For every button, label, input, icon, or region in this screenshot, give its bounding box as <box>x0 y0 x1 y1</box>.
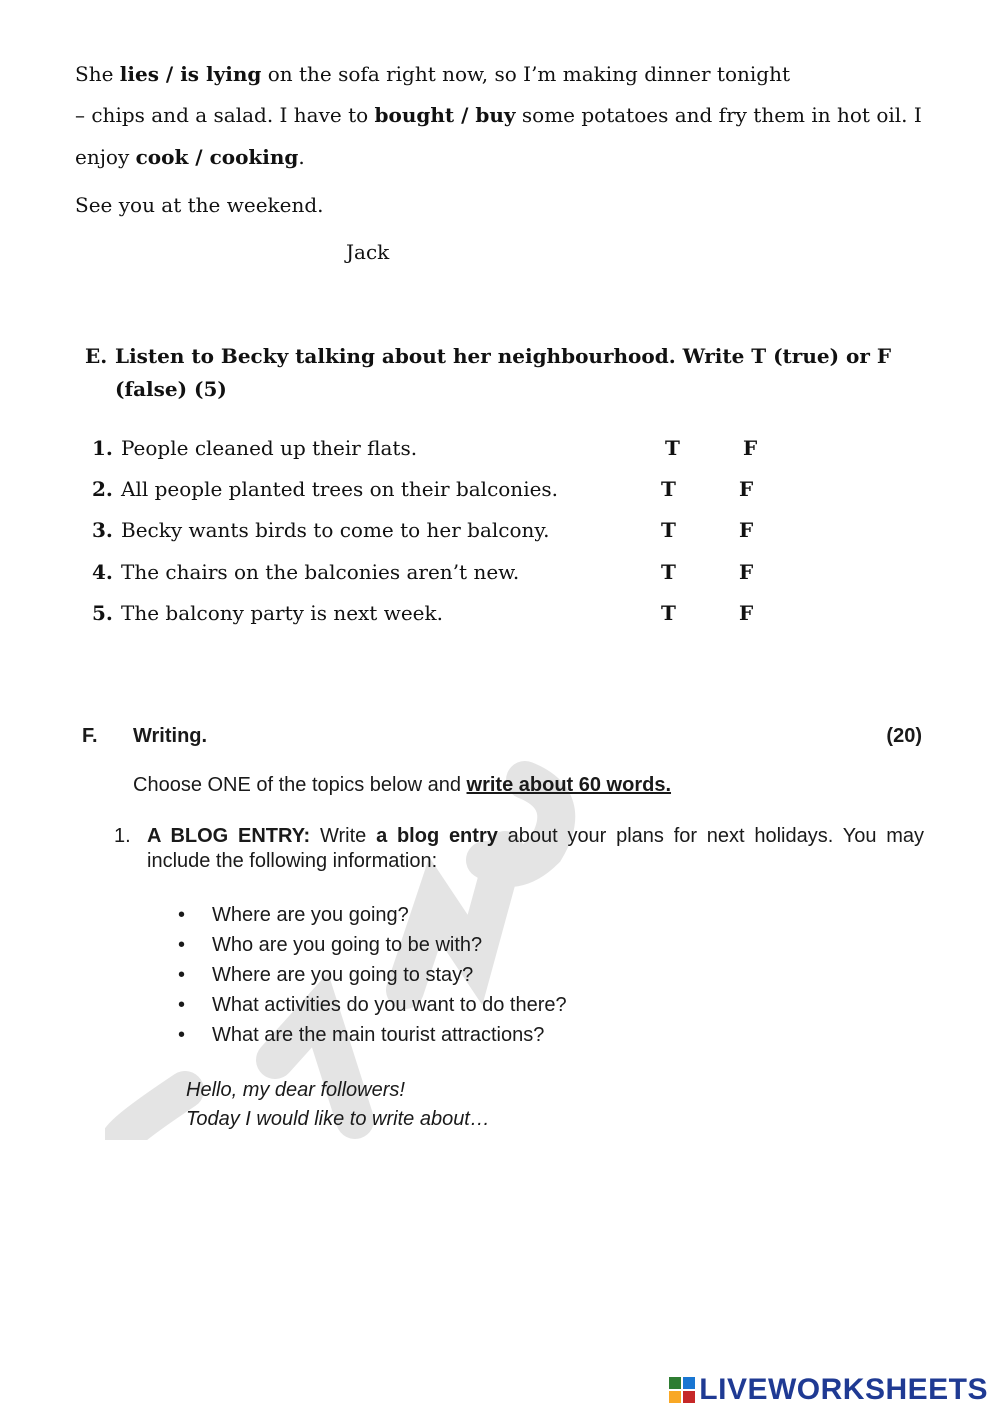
true-option[interactable]: T <box>661 601 676 625</box>
topic-bullet-list <box>178 900 567 1050</box>
tf-row-statement: Becky wants birds to come to her balcony. <box>121 518 550 542</box>
list-item <box>178 900 567 930</box>
tf-row-statement: The balcony party is next week. <box>121 601 443 625</box>
true-option[interactable]: T <box>661 518 676 542</box>
letter-closing: See you at the weekend. <box>75 193 324 217</box>
letter-line-3-pre: enjoy <box>75 145 136 169</box>
letter-line-1-pre: She <box>75 62 120 86</box>
topic-emphasis: a blog entry <box>376 825 498 847</box>
bullet-text: Who are you going to be with? <box>212 934 483 956</box>
letter-line-3-post: . <box>298 145 305 169</box>
topic-text-mid: Write <box>310 825 377 847</box>
section-f-instruction <box>133 774 671 797</box>
false-option[interactable]: F <box>739 518 754 542</box>
list-item <box>178 990 567 1020</box>
tf-row-number: 5. <box>92 601 113 625</box>
instruction-emphasis: write about 60 words. <box>466 774 672 796</box>
false-option[interactable]: F <box>739 477 754 501</box>
bullet-icon: • <box>178 934 186 956</box>
section-f-letter: F. <box>82 725 98 747</box>
bullet-text: What are the main tourist attractions? <box>212 1024 545 1046</box>
logo-wordmark: LIVEWORKSHEETS <box>699 1373 988 1406</box>
topic-number: 1. <box>114 825 131 847</box>
section-e-letter: E. <box>85 344 108 368</box>
bullet-icon: • <box>178 904 186 926</box>
letter-line-1 <box>75 62 790 86</box>
choice-lies-is-lying: lies / is lying <box>119 62 262 86</box>
topic-text-rest: about your plans for next holidays. You may include the following information: <box>147 825 924 872</box>
tf-row-statement: The chairs on the balconies aren’t new. <box>121 560 520 584</box>
tf-row-number: 3. <box>92 518 113 542</box>
tf-row-2 <box>92 477 792 507</box>
letter-line-2 <box>75 103 922 127</box>
logo-block <box>669 1391 681 1403</box>
logo-block <box>683 1391 695 1403</box>
choice-cook-cooking: cook / cooking <box>135 145 299 169</box>
logo-blocks-icon <box>669 1377 695 1403</box>
list-item <box>178 1020 567 1050</box>
greeting-line-1: Hello, my dear followers! <box>186 1079 405 1101</box>
bullet-icon: • <box>178 994 186 1016</box>
section-f-heading <box>82 725 922 755</box>
tf-row-number: 4. <box>92 560 113 584</box>
liveworksheets-logo[interactable] <box>669 1372 988 1408</box>
list-item <box>178 930 567 960</box>
letter-line-2-post: some potatoes and fry them in hot oil. I <box>515 103 922 127</box>
true-option[interactable]: T <box>661 477 676 501</box>
topic-body <box>147 824 924 874</box>
true-option[interactable]: T <box>665 436 680 460</box>
tf-row-number: 1. <box>92 436 113 460</box>
tf-row-5 <box>92 601 792 631</box>
topic-label: A BLOG ENTRY: <box>147 825 311 847</box>
false-option[interactable]: F <box>739 560 754 584</box>
tf-row-statement: All people planted trees on their balconies. <box>121 477 559 501</box>
instruction-text: Choose ONE of the topics below and <box>133 774 467 796</box>
tf-row-number: 2. <box>92 477 113 501</box>
choice-bought-buy: bought / buy <box>374 103 516 127</box>
false-option[interactable]: F <box>743 436 758 460</box>
blog-greeting <box>186 1076 490 1134</box>
tf-row-3 <box>92 518 792 548</box>
bullet-text: Where are you going? <box>212 904 409 926</box>
letter-line-1-post: on the sofa right now, so I’m making dinner tonight <box>261 62 790 86</box>
greeting-line-2: Today I would like to write about… <box>186 1108 490 1130</box>
letter-line-3 <box>75 145 305 169</box>
section-f-title: Writing. <box>133 725 208 747</box>
tf-row-statement: People cleaned up their flats. <box>121 436 418 460</box>
logo-block <box>669 1377 681 1389</box>
logo-block <box>683 1377 695 1389</box>
section-f-points: (20) <box>886 725 922 747</box>
list-item <box>178 960 567 990</box>
letter-line-2-pre: – chips and a salad. I have to <box>75 103 375 127</box>
bullet-icon: • <box>178 964 186 986</box>
bullet-icon: • <box>178 1024 186 1046</box>
true-option[interactable]: T <box>661 560 676 584</box>
tf-row-1 <box>92 436 792 466</box>
tf-row-4 <box>92 560 792 590</box>
false-option[interactable]: F <box>739 601 754 625</box>
section-e-title: Listen to Becky talking about her neighbourhood. Write T (true) or F (false) (5) <box>115 344 892 401</box>
bullet-text: Where are you going to stay? <box>212 964 474 986</box>
letter-signature: Jack <box>346 240 390 264</box>
bullet-text: What activities do you want to do there? <box>212 994 567 1016</box>
